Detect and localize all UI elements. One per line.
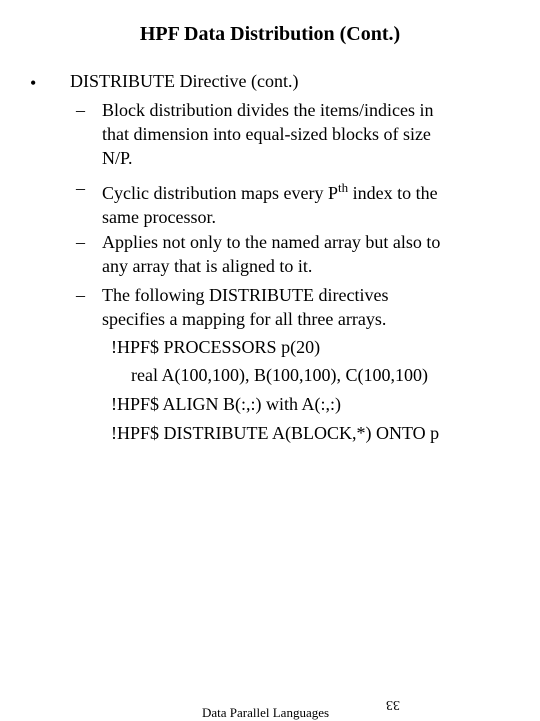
footer-label: Data Parallel Languages (202, 705, 330, 720)
subpoint-line: that dimension into equal-sized blocks of size (102, 124, 431, 144)
subpoint-line: any array that is aligned to it. (102, 256, 313, 276)
bullet-heading: DISTRIBUTE Directive (cont.) (70, 71, 299, 91)
dash-marker: – (76, 178, 85, 198)
subpoint-text: Cyclic distribution maps every P (102, 183, 338, 203)
subpoint-line: The following DISTRIBUTE directives (102, 285, 389, 305)
subpoint-following-directives (102, 283, 388, 331)
subpoint-line: Block distribution divides the items/indices in (102, 100, 434, 120)
code-line-processors: !HPF$ PROCESSORS p(20) (111, 337, 321, 357)
subpoint-applies-aligned (102, 230, 440, 278)
code-line-align: !HPF$ ALIGN B(:,:) with A(:,:) (111, 394, 342, 414)
dash-marker: – (76, 285, 85, 305)
subpoint-line: same processor. (102, 207, 216, 227)
subpoint-text: index to the (348, 183, 438, 203)
slide-title: HPF Data Distribution (Cont.) (139, 23, 401, 45)
bullet-marker: • (30, 73, 37, 93)
code-line-distribute: !HPF$ DISTRIBUTE A(BLOCK,*) ONTO p (111, 423, 440, 443)
superscript-th: th (337, 180, 349, 195)
dash-marker: – (76, 100, 85, 120)
dash-marker: – (76, 232, 85, 252)
page-number: 33 (386, 697, 400, 712)
subpoint-cyclic-distribution (102, 176, 438, 229)
subpoint-line: specifies a mapping for all three arrays. (102, 309, 387, 329)
subpoint-block-distribution (102, 98, 433, 170)
subpoint-line: Applies not only to the named array but also to (102, 232, 441, 252)
subpoint-line: N/P. (102, 148, 133, 168)
code-line-real-declaration: real A(100,100), B(100,100), C(100,100) (131, 365, 428, 385)
